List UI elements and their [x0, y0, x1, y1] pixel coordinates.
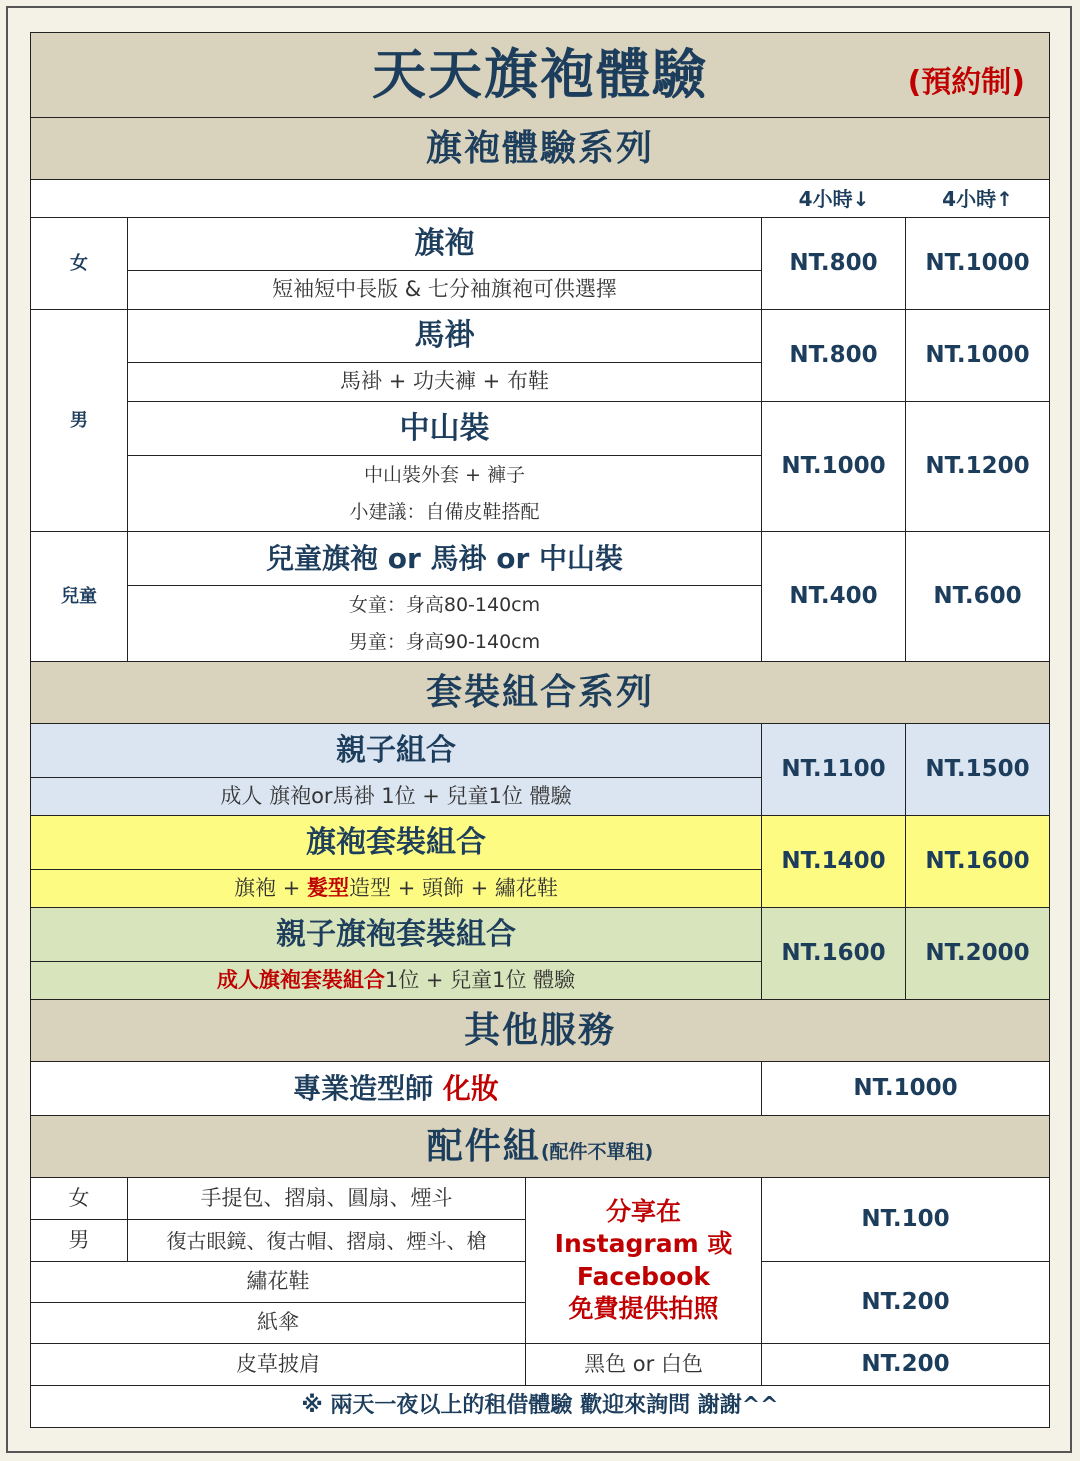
accessory-list: 紙傘: [257, 1310, 299, 1335]
desc-highlight: 成人旗袍套裝組合: [216, 967, 385, 992]
price: NT.2000: [925, 939, 1030, 966]
item-name: 兒童旗袍 or 馬褂 or 中山裝: [265, 541, 624, 575]
item-name: 馬褂: [414, 318, 475, 353]
section-title: 旗袍體驗系列: [425, 127, 654, 169]
desc-part: 旗袍 +: [234, 875, 308, 900]
price-under-cell: [762, 218, 906, 310]
price: NT.1000: [925, 249, 1030, 276]
price: NT.1600: [781, 939, 886, 966]
item-tip: 小建議：自備皮鞋搭配: [349, 500, 540, 523]
column-label: 4小時↑: [942, 186, 1013, 211]
footer-text: ※ 兩天一夜以上的租借體驗 歡迎來詢問 謝謝^^: [301, 1393, 779, 1419]
price: NT.600: [933, 582, 1022, 609]
section-title: 套裝組合系列: [425, 671, 654, 713]
price: NT.200: [861, 1288, 950, 1315]
section-other-services: [30, 1000, 1050, 1062]
item-desc: [217, 968, 575, 993]
color-option: 黑色 or 白色: [584, 1351, 703, 1376]
price-under-cell: [762, 724, 906, 816]
price-over-cell: [906, 402, 1050, 532]
item-name: 旗袍: [414, 226, 475, 261]
accessory-list: 復古眼鏡、復古帽、摺扇、煙斗、槍: [166, 1228, 487, 1253]
item-name-cell: [30, 816, 762, 870]
accessory-cat: [30, 1220, 128, 1262]
accessory-items: [30, 1262, 526, 1303]
item-desc-cell: [30, 870, 762, 908]
accessory-price-cell: [762, 1178, 1050, 1262]
column-header-under-4h: [762, 180, 906, 218]
section-set-series: [30, 662, 1050, 724]
item-name-cell: [30, 908, 762, 962]
section-title: 其他服務: [463, 1009, 616, 1051]
accessory-list: 皮草披肩: [236, 1351, 320, 1376]
service-name-cell: [30, 1062, 762, 1116]
service-price-cell: [762, 1062, 1050, 1116]
column-header-blank: [30, 180, 762, 218]
accessory-list: 手提包、摺扇、圓扇、煙斗: [200, 1185, 453, 1210]
item-name-cell: [128, 402, 762, 456]
accessory-items: [128, 1220, 526, 1262]
share-note-line: Facebook: [576, 1261, 711, 1291]
price-over-cell: [906, 310, 1050, 402]
price-over-cell: [906, 816, 1050, 908]
item-name: 親子旗袍套裝組合: [276, 916, 516, 952]
category-female: [30, 218, 128, 310]
column-label: 4小時↓: [798, 186, 870, 211]
desc-part: 造型 + 頭飾 + 繡花鞋: [349, 875, 558, 900]
price: NT.400: [789, 582, 878, 609]
item-name-cell: [30, 724, 762, 778]
category-label: 女: [70, 252, 88, 274]
title-banner: [30, 32, 1050, 118]
price: NT.1400: [781, 847, 886, 874]
item-desc: 短袖短中長版 & 七分袖旗袍可供選擇: [272, 277, 617, 302]
service-name: [293, 1072, 499, 1106]
page-title: 天天旗袍體驗: [372, 42, 708, 106]
accessory-list: 繡花鞋: [246, 1269, 310, 1294]
footer-note: [30, 1386, 1050, 1428]
price: NT.1000: [853, 1074, 958, 1101]
item-name-cell: [128, 218, 762, 271]
price: NT.1200: [925, 452, 1030, 479]
item-desc: 男童：身高90-140cm: [348, 630, 541, 653]
item-desc-cell: [128, 456, 762, 532]
share-note-line: 免費提供拍照: [568, 1294, 719, 1323]
accessory-price-cell: [762, 1344, 1050, 1386]
price: NT.1100: [781, 755, 886, 782]
item-desc: 女童：身高80-140cm: [348, 593, 541, 616]
item-desc-cell: [128, 271, 762, 310]
reservation-note: (預約制): [907, 65, 1025, 100]
item-desc: 馬褂 + 功夫褲 + 布鞋: [340, 369, 549, 394]
price: NT.1600: [925, 847, 1030, 874]
price: NT.800: [789, 249, 878, 276]
price-under-cell: [762, 402, 906, 532]
share-note-cell: [526, 1178, 762, 1344]
accessory-items: [30, 1303, 526, 1344]
category-kids: [30, 532, 128, 662]
price: NT.100: [861, 1205, 950, 1232]
price-under-cell: [762, 908, 906, 1000]
accessory-items: [128, 1178, 526, 1220]
price-over-cell: [906, 724, 1050, 816]
accessory-items: [30, 1344, 526, 1386]
price: NT.1000: [781, 452, 886, 479]
price-under-cell: [762, 816, 906, 908]
price: NT.800: [789, 341, 878, 368]
price-over-cell: [906, 532, 1050, 662]
accessory-option: [526, 1344, 762, 1386]
item-desc-cell: [128, 363, 762, 402]
item-desc-cell: [30, 778, 762, 816]
item-name-cell: [128, 532, 762, 586]
price-over-cell: [906, 218, 1050, 310]
section-title-text: 配件組: [426, 1125, 541, 1167]
item-desc-cell: [128, 586, 762, 662]
accessory-cat: [30, 1178, 128, 1220]
item-desc-cell: [30, 962, 762, 1000]
service-highlight: 化妝: [442, 1071, 499, 1105]
item-desc: [234, 876, 558, 901]
section-qipao-series: [30, 118, 1050, 180]
category-label: 女: [68, 1185, 90, 1210]
item-desc: 中山裝外套 + 褲子: [364, 463, 525, 486]
price-under-cell: [762, 310, 906, 402]
category-label: 兒童: [61, 585, 97, 607]
price-under-cell: [762, 532, 906, 662]
item-name: 親子組合: [336, 732, 456, 768]
section-note: (配件不單租): [540, 1140, 654, 1163]
service-label: 專業造型師: [293, 1071, 443, 1105]
section-accessories: [30, 1116, 1050, 1178]
accessory-price-cell: [762, 1262, 1050, 1344]
price-over-cell: [906, 908, 1050, 1000]
section-title: [427, 1125, 653, 1168]
share-note-line: Instagram 或: [554, 1229, 733, 1258]
category-label: 男: [70, 409, 88, 431]
item-desc: 成人 旗袍or馬褂 1位 + 兒童1位 體驗: [220, 783, 572, 808]
item-name: 中山裝: [399, 410, 490, 446]
item-name-cell: [128, 310, 762, 363]
price-table: [30, 32, 1050, 1428]
category-label: 男: [68, 1227, 90, 1252]
share-note-line: 分享在: [605, 1196, 681, 1226]
price: NT.200: [861, 1350, 950, 1377]
column-header-over-4h: [906, 180, 1050, 218]
desc-part: 1位 + 兒童1位 體驗: [384, 967, 576, 992]
item-name: 旗袍套裝組合: [306, 824, 486, 860]
price: NT.1000: [925, 341, 1030, 368]
category-male: [30, 310, 128, 532]
desc-highlight: 髮型: [307, 875, 350, 900]
price: NT.1500: [925, 755, 1030, 782]
